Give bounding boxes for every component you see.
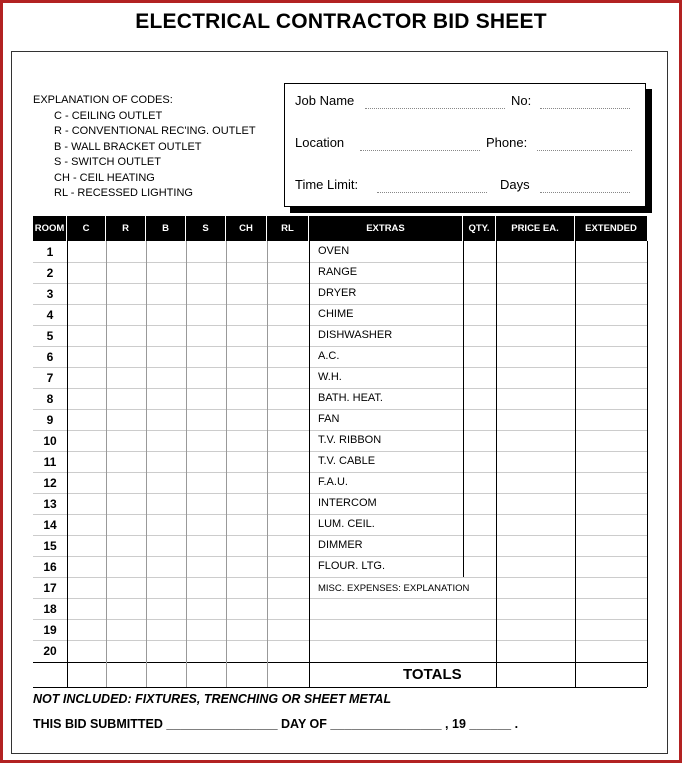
extra-item: RANGE	[318, 266, 358, 278]
right-border	[647, 241, 648, 687]
extra-item: DISHWASHER	[318, 329, 393, 341]
extra-item: DIMMER	[318, 539, 363, 551]
row-divider	[33, 367, 647, 368]
header-extras: EXTRAS	[309, 216, 462, 241]
location-field[interactable]	[360, 150, 480, 151]
phone-label: Phone:	[486, 135, 528, 150]
header-s: S	[186, 216, 225, 241]
days-field[interactable]	[540, 192, 630, 193]
page-title: ELECTRICAL CONTRACTOR BID SHEET	[135, 10, 547, 33]
room-number: 13	[43, 497, 57, 511]
not-included-note: NOT INCLUDED: FIXTURES, TRENCHING OR SHEET METAL	[33, 692, 392, 706]
extra-item: T.V. RIBBON	[318, 434, 382, 446]
row-divider	[33, 304, 647, 305]
header-r: R	[106, 216, 145, 241]
room-number: 1	[46, 245, 54, 259]
column-divider	[575, 241, 576, 687]
days-label: Days	[500, 177, 530, 192]
room-number: 15	[43, 539, 57, 553]
row-divider	[33, 514, 647, 515]
room-number: 14	[43, 518, 57, 532]
extra-item: T.V. CABLE	[318, 455, 376, 467]
bid-submitted-line: THIS BID SUBMITTED ________________ DAY OF ________________ , 19 ______ .	[33, 717, 519, 731]
row-divider	[33, 346, 647, 347]
misc-expenses-label: MISC. EXPENSES: EXPLANATION	[318, 583, 470, 594]
header-b: B	[146, 216, 185, 241]
header-extended: EXTENDED	[575, 216, 647, 241]
room-number: 3	[46, 287, 54, 301]
row-divider	[33, 619, 647, 620]
room-number: 6	[46, 350, 54, 364]
row-divider	[33, 640, 647, 641]
column-divider	[309, 241, 310, 687]
extra-item: FLOUR. LTG.	[318, 560, 386, 572]
row-divider	[33, 451, 647, 452]
room-number: 11	[43, 455, 57, 469]
header-rl: RL	[267, 216, 308, 241]
table-bottom	[33, 687, 647, 688]
row-divider	[33, 577, 647, 578]
room-number: 7	[46, 371, 54, 385]
row-divider	[33, 325, 647, 326]
room-number: 20	[43, 644, 57, 658]
job-name-field[interactable]	[365, 108, 505, 109]
extra-item: FAN	[318, 413, 340, 425]
code-item: B - WALL BRACKET OUTLET	[54, 140, 202, 153]
extra-item: LUM. CEIL.	[318, 518, 375, 530]
codes-legend	[33, 93, 256, 202]
row-divider	[33, 409, 647, 410]
code-item: S - SWITCH OUTLET	[54, 156, 161, 168]
room-number: 5	[46, 329, 54, 343]
extra-item: F.A.U.	[318, 476, 348, 488]
extra-item: BATH. HEAT.	[318, 392, 383, 404]
column-divider	[496, 241, 497, 687]
totals-label: TOTALS	[403, 666, 462, 683]
room-number: 19	[43, 623, 57, 637]
row-divider	[33, 493, 647, 494]
extra-item: OVEN	[318, 245, 350, 257]
phone-field[interactable]	[537, 150, 632, 151]
room-number: 17	[43, 581, 57, 595]
job-info-box	[284, 83, 646, 207]
location-label: Location	[295, 135, 345, 150]
job-no-label: No:	[511, 93, 532, 108]
row-divider	[33, 283, 647, 284]
row-divider	[33, 556, 647, 557]
column-divider	[186, 241, 187, 687]
row-divider	[33, 535, 647, 536]
room-number: 18	[43, 602, 57, 616]
totals-divider	[33, 662, 647, 663]
code-item: RL - RECESSED LIGHTING	[54, 187, 193, 199]
row-divider	[33, 598, 647, 599]
row-divider	[33, 430, 647, 431]
row-divider	[33, 388, 647, 389]
header-room: ROOM	[33, 216, 66, 241]
column-divider	[106, 241, 107, 687]
code-item: R - CONVENTIONAL REC'ING. OUTLET	[54, 125, 256, 137]
row-divider	[33, 472, 647, 473]
column-divider	[226, 241, 227, 687]
job-name-label: Job Name	[295, 93, 355, 108]
time-limit-label: Time Limit:	[295, 177, 359, 192]
header-ch: CH	[226, 216, 266, 241]
column-divider	[67, 241, 68, 687]
column-divider	[146, 241, 147, 687]
extra-item: A.C.	[318, 350, 340, 362]
row-divider	[33, 262, 647, 263]
extra-item: CHIME	[318, 308, 354, 320]
room-number: 8	[46, 392, 54, 406]
extra-item: DRYER	[318, 287, 357, 299]
column-divider	[267, 241, 268, 687]
room-number: 4	[46, 308, 54, 322]
job-no-field[interactable]	[540, 108, 630, 109]
codes-heading: EXPLANATION OF CODES:	[33, 94, 173, 106]
header-price-ea: PRICE EA.	[496, 216, 574, 241]
extra-item: W.H.	[318, 371, 342, 383]
code-item: CH - CEIL HEATING	[54, 171, 155, 184]
extra-item: INTERCOM	[318, 497, 377, 509]
header-qty: QTY.	[463, 216, 495, 241]
qty-divider	[463, 241, 464, 577]
time-limit-field[interactable]	[377, 192, 487, 193]
room-number: 10	[43, 434, 57, 448]
code-item: C - CEILING OUTLET	[54, 109, 163, 122]
room-number: 2	[46, 266, 54, 280]
room-number: 9	[46, 413, 54, 427]
header-c: C	[67, 216, 105, 241]
room-number: 12	[43, 476, 57, 490]
room-number: 16	[43, 560, 57, 574]
